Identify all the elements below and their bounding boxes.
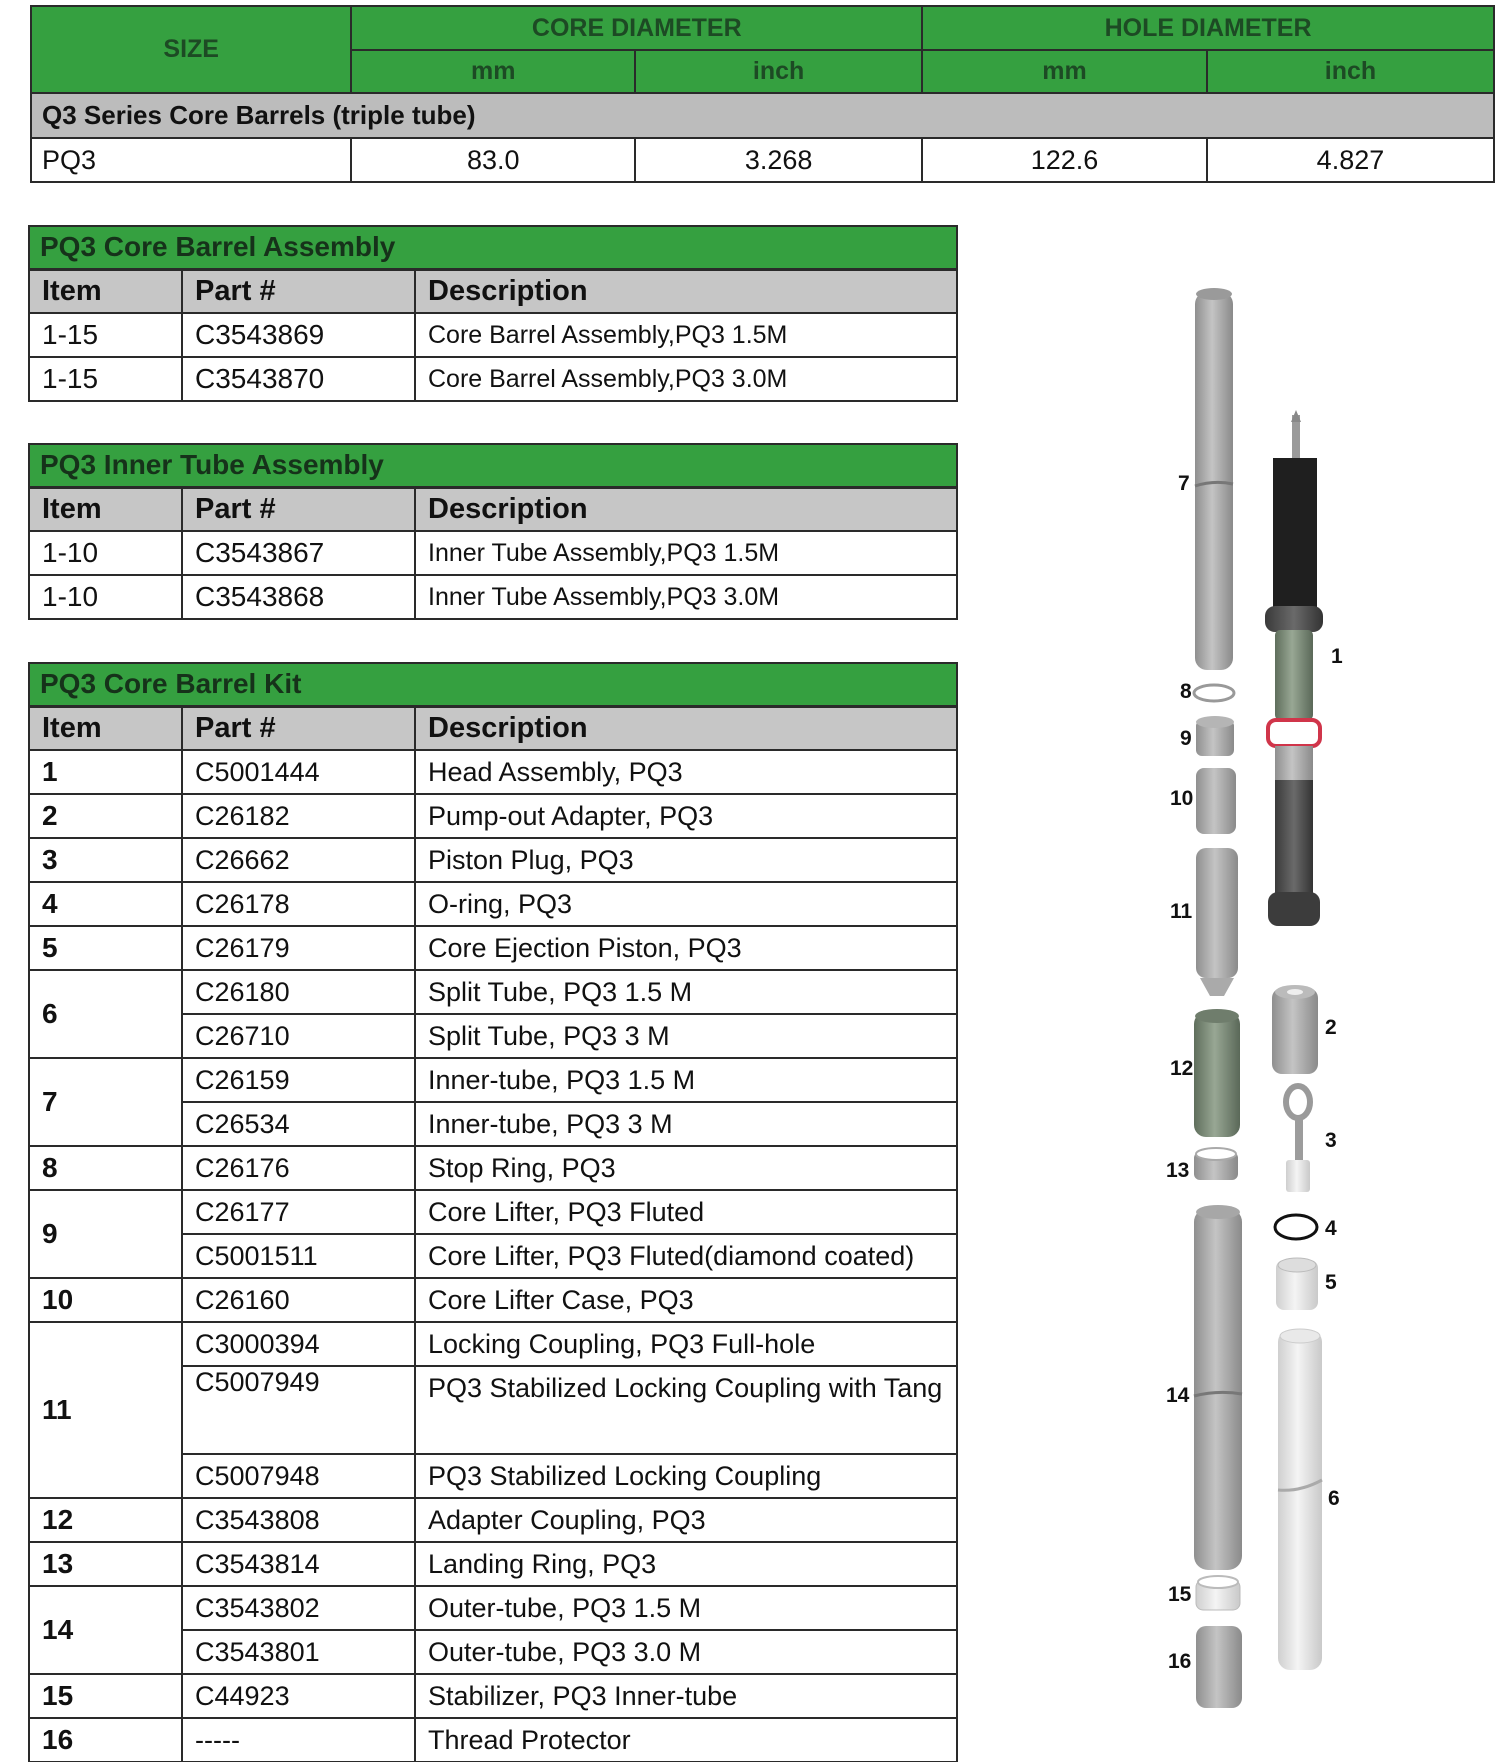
core-mm-cell: 83.0 [351, 138, 635, 182]
description-header: Description [415, 269, 957, 313]
item-cell: 7 [29, 1058, 182, 1146]
item-cell: 16 [29, 1718, 182, 1762]
part-header: Part # [182, 487, 415, 531]
core-barrel-kit-table [28, 662, 958, 1762]
part-cell: C3543808 [182, 1498, 415, 1542]
item-cell: 1-10 [29, 531, 182, 575]
item-cell: 1 [29, 750, 182, 794]
part-cell: C26180 [182, 970, 415, 1014]
part-cell: C26176 [182, 1146, 415, 1190]
part-cell: ----- [182, 1718, 415, 1762]
item-cell: 8 [29, 1146, 182, 1190]
hole-mm-cell: 122.6 [922, 138, 1207, 182]
item-cell: 9 [29, 1190, 182, 1278]
o-ring-part-4 [1275, 1215, 1317, 1239]
adapter-coupling-part-12 [1194, 1009, 1240, 1137]
callout-3: 3 [1325, 1129, 1337, 1152]
description-cell: Core Barrel Assembly,PQ3 1.5M [415, 313, 957, 357]
item-cell: 6 [29, 970, 182, 1058]
stabilizer-part-15 [1196, 1576, 1240, 1610]
part-cell: C3543801 [182, 1630, 415, 1674]
core-lifter-part-9 [1196, 716, 1234, 756]
exploded-parts-diagram [1150, 280, 1410, 1720]
part-cell: C26160 [182, 1278, 415, 1322]
part-cell: C26662 [182, 838, 415, 882]
landing-ring-part-13 [1194, 1148, 1238, 1180]
split-tube-part-6 [1278, 1329, 1322, 1670]
part-cell: C26534 [182, 1102, 415, 1146]
description-cell: Split Tube, PQ3 1.5 M [415, 970, 957, 1014]
description-header: Description [415, 487, 957, 531]
description-cell: Core Ejection Piston, PQ3 [415, 926, 957, 970]
callout-4: 4 [1325, 1217, 1337, 1240]
table-row [29, 882, 957, 926]
lifter-case-part-10 [1196, 768, 1236, 834]
description-cell: Core Lifter Case, PQ3 [415, 1278, 957, 1322]
callout-11: 11 [1170, 900, 1193, 923]
callout-8: 8 [1180, 680, 1192, 703]
table-row [29, 313, 957, 357]
part-cell: C26179 [182, 926, 415, 970]
callout-15: 15 [1168, 1583, 1192, 1606]
description-cell: Split Tube, PQ3 3 M [415, 1014, 957, 1058]
description-cell: PQ3 Stabilized Locking Coupling [415, 1454, 957, 1498]
hole-diameter-header: HOLE DIAMETER [922, 6, 1494, 50]
head-assembly-part-1 [1265, 410, 1323, 926]
callout-2: 2 [1325, 1016, 1337, 1039]
callout-16: 16 [1168, 1650, 1192, 1673]
item-cell: 14 [29, 1586, 182, 1674]
part-cell: C3543868 [182, 575, 415, 619]
part-header: Part # [182, 706, 415, 750]
table-title: PQ3 Inner Tube Assembly [29, 444, 957, 487]
description-cell: Inner Tube Assembly,PQ3 3.0M [415, 575, 957, 619]
table-row [29, 794, 957, 838]
table-row [29, 1542, 957, 1586]
table-row [29, 1322, 957, 1366]
part-cell: C3543869 [182, 313, 415, 357]
item-cell: 11 [29, 1322, 182, 1498]
item-cell: 2 [29, 794, 182, 838]
description-cell: Locking Coupling, PQ3 Full-hole [415, 1322, 957, 1366]
table-row [31, 138, 1494, 182]
size-header: SIZE [31, 6, 351, 93]
part-cell: C26182 [182, 794, 415, 838]
callout-9: 9 [1180, 727, 1192, 750]
core-inch-header: inch [635, 50, 922, 93]
description-cell: Inner-tube, PQ3 1.5 M [415, 1058, 957, 1102]
description-cell: Core Barrel Assembly,PQ3 3.0M [415, 357, 957, 401]
part-cell: C26159 [182, 1058, 415, 1102]
part-cell: C26178 [182, 882, 415, 926]
table-row [29, 1190, 957, 1234]
series-title: Q3 Series Core Barrels (triple tube) [31, 93, 1494, 138]
table-row [29, 575, 957, 619]
hole-inch-cell: 4.827 [1207, 138, 1494, 182]
table-title: PQ3 Core Barrel Kit [29, 663, 957, 706]
item-cell: 1-10 [29, 575, 182, 619]
inner-tube-assembly-table [28, 443, 958, 620]
part-cell: C26177 [182, 1190, 415, 1234]
table-row [29, 926, 957, 970]
inner-tube-part-7 [1195, 288, 1233, 670]
description-cell: PQ3 Stabilized Locking Coupling with Tang [415, 1366, 957, 1454]
table-row [29, 1058, 957, 1102]
outer-tube-part-14 [1194, 1205, 1242, 1570]
callout-10: 10 [1170, 787, 1194, 810]
piston-plug-part-3 [1286, 1086, 1310, 1192]
part-header: Part # [182, 269, 415, 313]
description-cell: Inner Tube Assembly,PQ3 1.5M [415, 531, 957, 575]
part-cell: C5007948 [182, 1454, 415, 1498]
table-row [29, 1674, 957, 1718]
item-cell: 12 [29, 1498, 182, 1542]
item-header: Item [29, 269, 182, 313]
callout-7: 7 [1178, 472, 1190, 495]
pump-out-adapter-part-2 [1272, 985, 1318, 1074]
description-cell: Head Assembly, PQ3 [415, 750, 957, 794]
description-cell: Outer-tube, PQ3 1.5 M [415, 1586, 957, 1630]
table-row [29, 838, 957, 882]
item-cell: 13 [29, 1542, 182, 1586]
size-cell: PQ3 [31, 138, 351, 182]
description-cell: Thread Protector [415, 1718, 957, 1762]
item-cell: 5 [29, 926, 182, 970]
table-row [29, 1146, 957, 1190]
core-diameter-header: CORE DIAMETER [351, 6, 922, 50]
part-cell: C3543802 [182, 1586, 415, 1630]
table-row [29, 750, 957, 794]
part-cell: C5001444 [182, 750, 415, 794]
table-row [29, 1498, 957, 1542]
hole-mm-header: mm [922, 50, 1207, 93]
table-row [29, 970, 957, 1014]
core-mm-header: mm [351, 50, 635, 93]
callout-6: 6 [1328, 1487, 1340, 1510]
item-cell: 15 [29, 1674, 182, 1718]
description-cell: Pump-out Adapter, PQ3 [415, 794, 957, 838]
callout-5: 5 [1325, 1271, 1337, 1294]
spec-table [30, 5, 1495, 183]
core-ejection-piston-part-5 [1276, 1258, 1318, 1310]
part-cell: C44923 [182, 1674, 415, 1718]
description-header: Description [415, 706, 957, 750]
description-cell: Landing Ring, PQ3 [415, 1542, 957, 1586]
item-cell: 10 [29, 1278, 182, 1322]
description-cell: Outer-tube, PQ3 3.0 M [415, 1630, 957, 1674]
callout-1: 1 [1331, 645, 1343, 668]
kit-table-body [29, 750, 957, 1762]
core-inch-cell: 3.268 [635, 138, 922, 182]
item-cell: 3 [29, 838, 182, 882]
callout-13: 13 [1166, 1159, 1190, 1182]
item-header: Item [29, 487, 182, 531]
description-cell: Stabilizer, PQ3 Inner-tube [415, 1674, 957, 1718]
part-cell: C5001511 [182, 1234, 415, 1278]
diagram-drawing [1150, 280, 1410, 1720]
description-cell: Piston Plug, PQ3 [415, 838, 957, 882]
callout-14: 14 [1166, 1384, 1190, 1407]
description-cell: Core Lifter, PQ3 Fluted(diamond coated) [415, 1234, 957, 1278]
item-cell: 1-15 [29, 313, 182, 357]
part-cell: C5007949 [182, 1366, 415, 1454]
description-cell: Stop Ring, PQ3 [415, 1146, 957, 1190]
description-cell: Inner-tube, PQ3 3 M [415, 1102, 957, 1146]
hole-inch-header: inch [1207, 50, 1494, 93]
table-row [29, 1718, 957, 1762]
description-cell: Adapter Coupling, PQ3 [415, 1498, 957, 1542]
part-cell: C3543814 [182, 1542, 415, 1586]
locking-coupling-part-11 [1196, 848, 1238, 996]
stop-ring-part-8 [1194, 685, 1234, 701]
item-cell: 4 [29, 882, 182, 926]
description-cell: Core Lifter, PQ3 Fluted [415, 1190, 957, 1234]
table-row [29, 531, 957, 575]
table-row [29, 357, 957, 401]
table-title: PQ3 Core Barrel Assembly [29, 226, 957, 269]
part-cell: C26710 [182, 1014, 415, 1058]
thread-protector-part-16 [1196, 1626, 1242, 1708]
table-row [29, 1586, 957, 1630]
callout-12: 12 [1170, 1057, 1194, 1080]
part-cell: C3000394 [182, 1322, 415, 1366]
item-header: Item [29, 706, 182, 750]
description-cell: O-ring, PQ3 [415, 882, 957, 926]
core-barrel-assembly-table [28, 225, 958, 402]
table-row [29, 1278, 957, 1322]
item-cell: 1-15 [29, 357, 182, 401]
part-cell: C3543870 [182, 357, 415, 401]
part-cell: C3543867 [182, 531, 415, 575]
